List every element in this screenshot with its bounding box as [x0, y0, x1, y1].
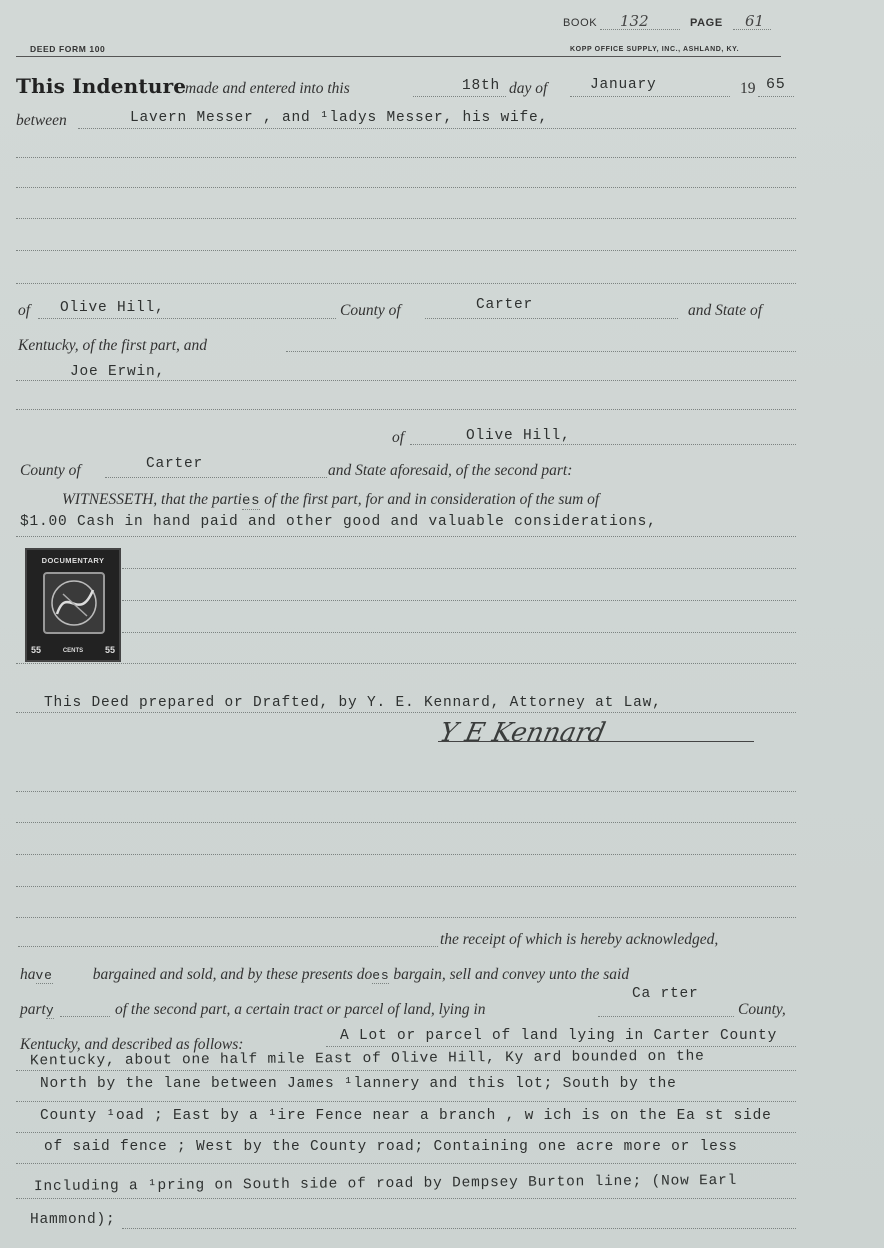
supplier-name: KOPP OFFICE SUPPLY, INC., ASHLAND, KY.: [570, 46, 740, 53]
year-prefix: 19: [740, 80, 756, 97]
second-part-text: of the second part, a certain tract or parcel of land, lying in: [115, 1001, 486, 1018]
description-line-7: Hammond);: [30, 1212, 116, 1228]
witnesseth-text: WITNESSETH, that the parties of the first part, for and in consideration of the sum of: [62, 491, 600, 509]
have-bargained-text: have bargained and sold, and by these presents does bargain, sell and convey unto the said: [20, 966, 630, 983]
state-of-label: and State of: [688, 302, 763, 319]
attorney-signature: Y E Kennard: [436, 718, 609, 748]
second-party-county: Carter: [146, 456, 204, 472]
consideration-amount: $1.00 Cash in hand paid and other good and valuable considerations,: [20, 514, 657, 530]
second-party-city: Olive Hill,: [466, 428, 571, 444]
stamp-title: DOCUMENTARY: [41, 556, 105, 565]
indenture-title: This Indenture: [16, 74, 187, 98]
signature-line: [438, 741, 754, 742]
documentary-stamp: [25, 548, 121, 662]
description-line-3: North by the lane between James ¹lannery and this lot; South by the: [40, 1076, 677, 1092]
first-parties: Lavern Messer , and ¹ladys Messer, his wife,: [130, 110, 549, 126]
preparer-statement: This Deed prepared or Drafted, by Y. E. Kennard, Attorney at Law,: [44, 695, 662, 711]
year-suffix: 65: [766, 76, 786, 93]
stamp-cancel-mark-icon: [45, 574, 103, 632]
of-label-2: of: [392, 429, 405, 446]
description-line-1: A Lot or parcel of land lying in Carter County: [340, 1028, 778, 1044]
description-line-5: of said fence ; West by the County road; Containing one acre more or less: [44, 1139, 738, 1155]
county-of-label-1: County of: [340, 302, 401, 319]
book-label: BOOK: [563, 17, 598, 29]
party-text: party: [20, 1001, 55, 1018]
description-line-4: County ¹oad ; East by a ¹ire Fence near a branch , w ich is on the Ea st side: [40, 1108, 772, 1124]
grant-county: Ca rter: [632, 986, 699, 1002]
stamp-value: 55 CENTS 55: [31, 645, 115, 655]
county-of-label-2: County of: [20, 462, 81, 479]
first-party-city: Olive Hill,: [60, 300, 165, 316]
description-line-6: Including a ¹pring on South side of road by Dempsey Burton line; (Now Earl: [33, 1172, 738, 1196]
of-label-1: of: [18, 302, 31, 319]
stamp-seal: [43, 572, 105, 634]
described-text: Kentucky, and described as follows:: [20, 1036, 244, 1053]
book-number: 132: [620, 12, 649, 30]
page-number: 61: [745, 12, 765, 30]
second-party-name: Joe Erwin,: [70, 364, 166, 380]
month-value: January: [590, 77, 657, 93]
made-entered-text: made and entered into this: [185, 80, 350, 97]
form-name: DEED FORM 100: [30, 44, 106, 54]
receipt-text: the receipt of which is hereby acknowledged,: [440, 931, 719, 948]
county-suffix: County,: [738, 1001, 786, 1018]
first-part-text: Kentucky, of the first part, and: [18, 337, 207, 354]
description-line-2: Kentucky, about one half mile East of Olive Hill, Ky ard bounded on the: [29, 1048, 705, 1070]
first-party-county: Carter: [476, 297, 534, 313]
between-label: between: [16, 112, 67, 129]
day-of-text: day of: [509, 80, 548, 97]
page-label: PAGE: [690, 17, 723, 29]
day-value: 18th: [462, 78, 501, 94]
state-aforesaid-text: and State aforesaid, of the second part:: [328, 462, 573, 479]
